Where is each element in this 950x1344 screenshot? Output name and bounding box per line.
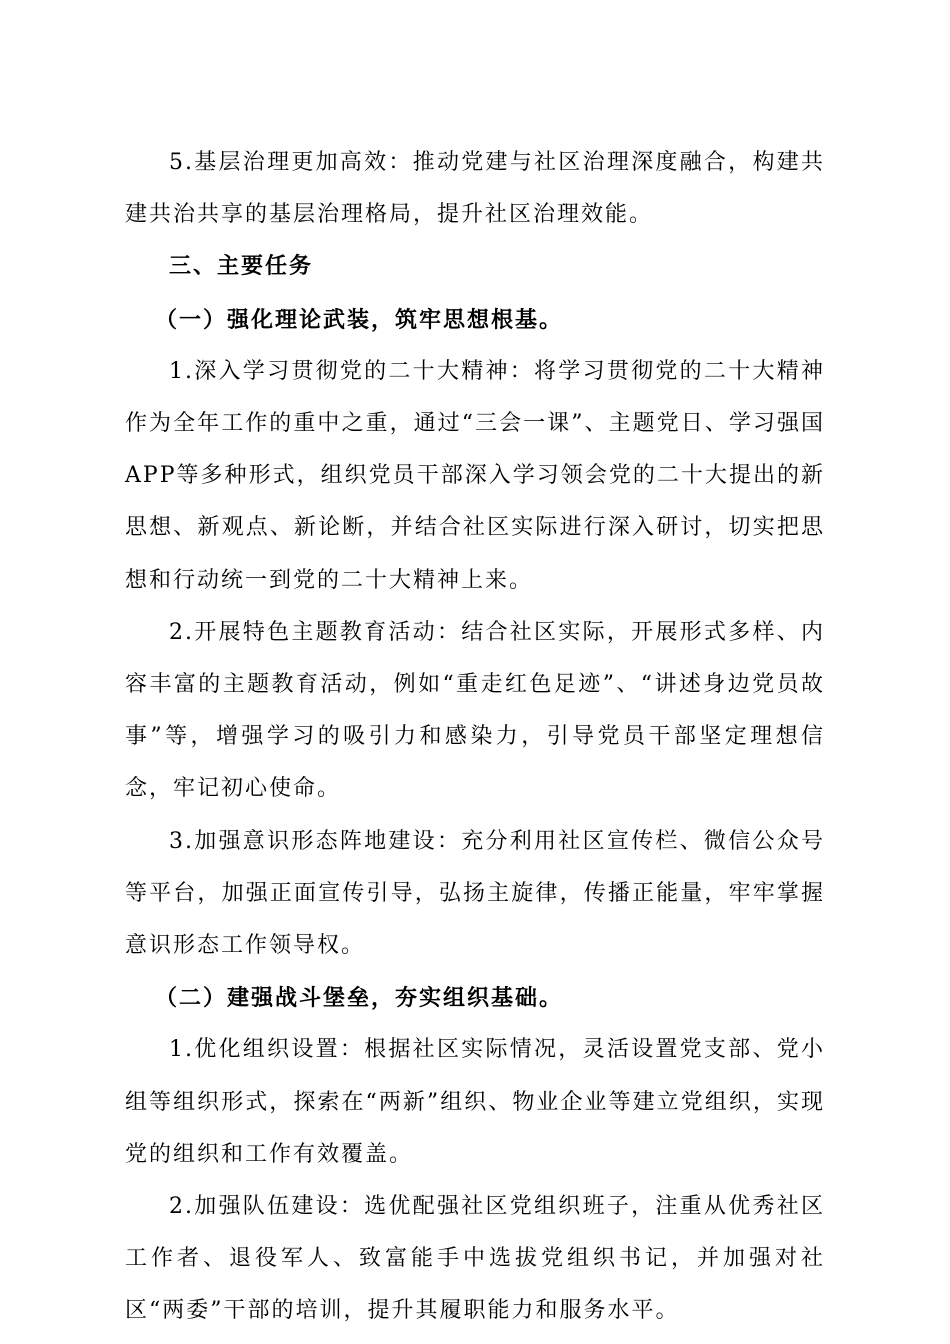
subsection-heading-theory: （一）强化理论武装，筑牢思想根基。	[155, 306, 564, 333]
paragraph-task-2-2: 2.加强队伍建设：选优配强社区党组织班子，注重从优秀社区工作者、退役军人、致富能手中选拔党组织书记，并加强对社区“两委”干部的培训，提升其履职能力和服务水平。	[125, 1194, 825, 1324]
section-heading-main-tasks: 三、主要任务	[169, 254, 314, 280]
paragraph-task-1-2: 2.开展特色主题教育活动：结合社区实际，开展形式多样、内容丰富的主题教育活动，例如“重走红色足迹”、“讲述身边党员故事”等，增强学习的吸引力和感染力，引导党员干部坚定理想信念，牢记初心使命。	[125, 619, 825, 802]
document-body	[125, 137, 825, 1338]
paragraph-task-1-1: 1.深入学习贯彻党的二十大精神：将学习贯彻党的二十大精神作为全年工作的重中之重，通过“三会一课”、主题党日、学习强国APP等多种形式，组织党员干部深入学习领会党的二十大提出的新思想、新观点、新论断，并结合社区实际进行深入研讨，切实把思想和行动统一到党的二十大精神上来。	[125, 358, 825, 593]
paragraph-task-2-1: 1.优化组织设置：根据社区实际情况，灵活设置党支部、党小组等组织形式，探索在“两新”组织、物业企业等建立党组织，实现党的组织和工作有效覆盖。	[125, 1037, 825, 1167]
subsection-heading-organization: （二）建强战斗堡垒，夯实组织基础。	[155, 985, 564, 1012]
paragraph-goal-5: 5.基层治理更加高效：推动党建与社区治理深度融合，构建共建共治共享的基层治理格局，提升社区治理效能。	[125, 150, 825, 228]
paragraph-task-1-3: 3.加强意识形态阵地建设：充分利用社区宣传栏、微信公众号等平台，加强正面宣传引导，弘扬主旋律，传播正能量，牢牢掌握意识形态工作领导权。	[125, 828, 825, 959]
